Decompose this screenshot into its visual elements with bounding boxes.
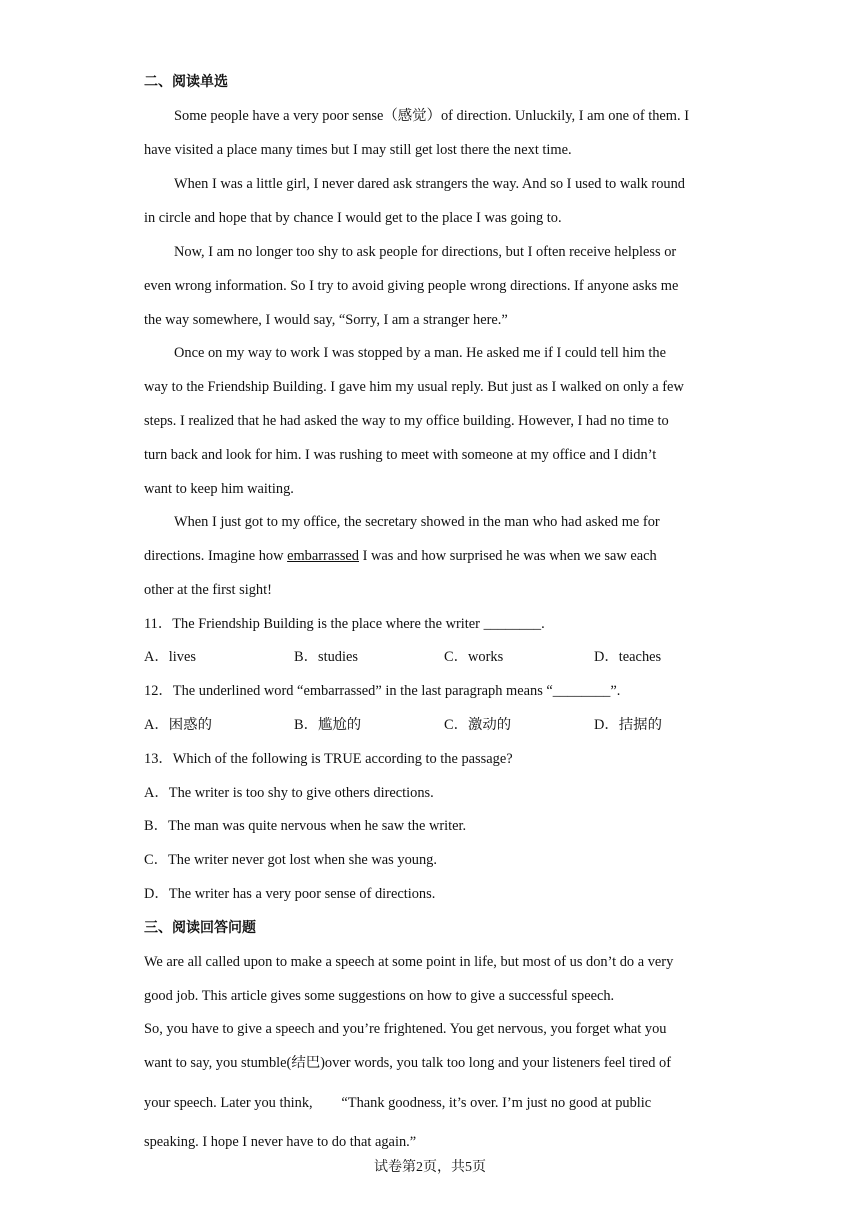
passage-line: Some people have a very poor sense（感觉）of direction. Unluckily, I am one of them. I	[174, 108, 689, 124]
passage-line: in circle and hope that by chance I would get to the place I was going to.	[144, 210, 562, 226]
passage-line: turn back and look for him. I was rushing to meet with someone at my office and I didn’t	[144, 447, 657, 463]
passage-line: Once on my way to work I was stopped by a man. He asked me if I could tell him the	[174, 345, 666, 361]
q13-option-a: A．The writer is too shy to give others directions.	[144, 785, 434, 801]
q13-option-d: D．The writer has a very poor sense of directions.	[144, 886, 436, 902]
passage-line: other at the first sight!	[144, 582, 272, 598]
q13-option-b: B．The man was quite nervous when he saw the writer.	[144, 818, 467, 834]
q13-option-c: C．The writer never got lost when she was young.	[144, 852, 437, 868]
passage-line: want to say, you stumble(结巴)over words, you talk too long and your listeners feel tired of	[144, 1055, 672, 1071]
passage-line: your speech. Later you think, “Thank goodness, it’s over. I’m just no good at public	[144, 1095, 652, 1111]
passage-line: Now, I am no longer too shy to ask people for directions, but I often receive helpless or	[174, 244, 677, 260]
passage-line: even wrong information. So I try to avoid giving people wrong directions. If anyone asks me	[144, 278, 679, 294]
passage-line: the way somewhere, I would say, “Sorry, I am a stranger here.”	[144, 312, 508, 328]
passage-text: directions. Imagine how	[144, 548, 288, 564]
passage-line: steps. I realized that he had asked the way to my office building. However, I had no time to	[144, 413, 669, 429]
passage-line: have visited a place many times but I may still get lost there the next time.	[144, 142, 572, 158]
q11-option-b: B．studies	[294, 649, 358, 665]
page-footer: 试卷第2页，共5页	[374, 1160, 486, 1175]
question-11-stem: 11．The Friendship Building is the place where the writer ________.	[144, 616, 545, 632]
passage-line: So, you have to give a speech and you’re frightened. You get nervous, you forget what you	[144, 1021, 667, 1037]
passage-line: good job. This article gives some suggestions on how to give a successful speech.	[144, 988, 615, 1004]
question-12-stem: 12．The underlined word “embarrassed” in the last paragraph means “________”.	[144, 683, 621, 699]
passage-line	[144, 546, 657, 566]
q12-option-d: D．拮据的	[594, 717, 662, 733]
passage-line: We are all called upon to make a speech at some point in life, but most of us don’t do a very	[144, 954, 674, 970]
question-13-stem: 13．Which of the following is TRUE according to the passage?	[144, 751, 513, 767]
passage-line: When I just got to my office, the secretary showed in the man who had asked me for	[174, 514, 660, 530]
passage-line: speaking. I hope I never have to do that again.”	[144, 1134, 417, 1150]
section-heading-reading-answer: 三、阅读回答问题	[144, 920, 256, 936]
passage-line: want to keep him waiting.	[144, 481, 294, 497]
passage-line: When I was a little girl, I never dared ask strangers the way. And so I used to walk round	[174, 176, 685, 192]
passage-text: I was and how surprised he was when we saw each	[359, 548, 657, 564]
section-heading-reading-choice: 二、阅读单选	[144, 74, 228, 90]
q11-option-d: D．teaches	[594, 649, 662, 665]
q12-option-c: C．激动的	[444, 717, 512, 733]
passage-line: way to the Friendship Building. I gave him my usual reply. But just as I walked on only a few	[144, 379, 684, 395]
q11-option-c: C．works	[444, 649, 504, 665]
q11-option-a: A．lives	[144, 649, 196, 665]
q12-option-b: B．尴尬的	[294, 717, 362, 733]
underlined-word: embarrassed	[287, 548, 359, 564]
q12-option-a: A．困惑的	[144, 717, 212, 733]
